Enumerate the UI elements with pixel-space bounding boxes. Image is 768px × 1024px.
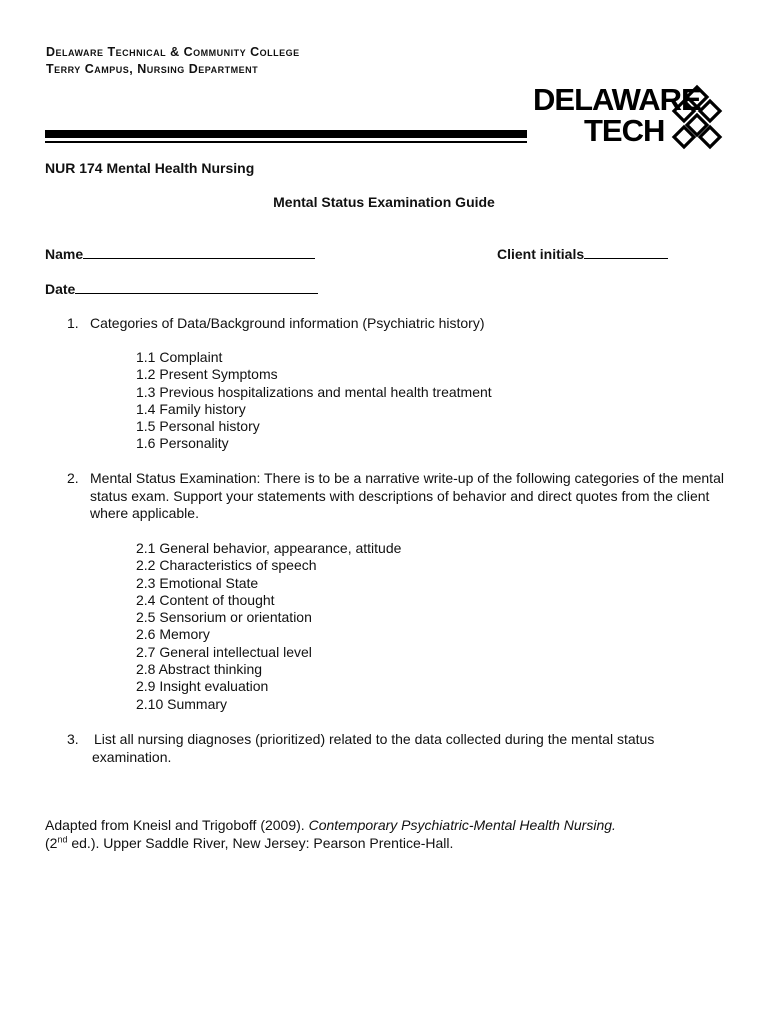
citation-publisher: ed.). Upper Saddle River, New Jersey: Pearson Prentice-Hall. <box>67 834 454 851</box>
date-blank-line[interactable] <box>75 281 318 294</box>
section-2-number: 2. <box>67 470 79 486</box>
date-field[interactable] <box>45 281 318 297</box>
list-item: 2.5 Sensorium or orientation <box>136 609 312 626</box>
list-item: 1.2 Present Symptoms <box>136 366 278 383</box>
college-name: Delaware Technical & Community College <box>46 45 300 59</box>
list-item: 2.1 General behavior, appearance, attitude <box>136 540 402 556</box>
header-rule-thick <box>45 130 527 138</box>
citation-prefix: Adapted from Kneisl and Trigoboff (2009). <box>45 817 309 833</box>
name-blank-line[interactable] <box>83 246 315 259</box>
citation-title: Contemporary Psychiatric-Mental Health Nursing. <box>308 817 616 833</box>
client-initials-label: Client initials <box>497 246 585 262</box>
list-item: 2.6 Memory <box>136 626 210 643</box>
list-item: 2.7 General intellectual level <box>136 643 312 660</box>
list-item: 1.3 Previous hospitalizations and mental health treatment <box>136 383 492 400</box>
client-initials-blank-line[interactable] <box>584 246 668 259</box>
section-3-number: 3. <box>67 731 79 747</box>
citation-edition-open: (2 <box>45 834 58 851</box>
list-item: 1.5 Personal history <box>136 418 260 435</box>
list-item: 1.1 Complaint <box>136 349 223 365</box>
logo-text-delaware: DELAWARE <box>533 82 701 117</box>
guide-title: Mental Status Examination Guide <box>273 194 495 210</box>
delaware-tech-logo <box>530 80 725 155</box>
section-1-list <box>136 349 492 453</box>
list-item: 2.10 Summary <box>136 695 228 712</box>
diamond-lattice-icon <box>670 84 724 150</box>
list-item: 2.3 Emotional State <box>136 574 259 591</box>
list-item: 2.9 Insight evaluation <box>136 678 269 695</box>
list-item: 1.6 Personality <box>136 435 229 452</box>
header-rule-thin <box>45 141 527 143</box>
section-2-text: Mental Status Examination: There is to be a narrative write-up of the following categories of the mental status exam. Support your statements with descriptions of behavior and direct quotes from the client where applicable. <box>90 470 724 521</box>
list-item: 2.2 Characteristics of speech <box>136 557 317 574</box>
logo-text-tech: TECH <box>584 113 665 148</box>
list-item: 1.4 Family history <box>136 400 246 417</box>
list-item: 2.4 Content of thought <box>136 591 275 608</box>
section-1-number: 1. <box>67 315 79 331</box>
citation-edition-sup: nd <box>57 833 68 844</box>
section-1-text: Categories of Data/Background information (Psychiatric history) <box>90 315 485 331</box>
client-initials-field[interactable] <box>497 246 668 262</box>
date-label: Date <box>45 281 76 297</box>
citation <box>45 817 616 852</box>
name-field[interactable] <box>45 246 315 262</box>
course-title: NUR 174 Mental Health Nursing <box>45 160 255 176</box>
list-item: 2.8 Abstract thinking <box>136 661 263 678</box>
campus-department: Terry Campus, Nursing Department <box>46 62 259 76</box>
name-label: Name <box>45 246 84 262</box>
section-2-list <box>136 540 401 713</box>
section-3-text: List all nursing diagnoses (prioritized) related to the data collected during the mental status examination. <box>92 731 655 765</box>
college-header <box>46 44 300 78</box>
